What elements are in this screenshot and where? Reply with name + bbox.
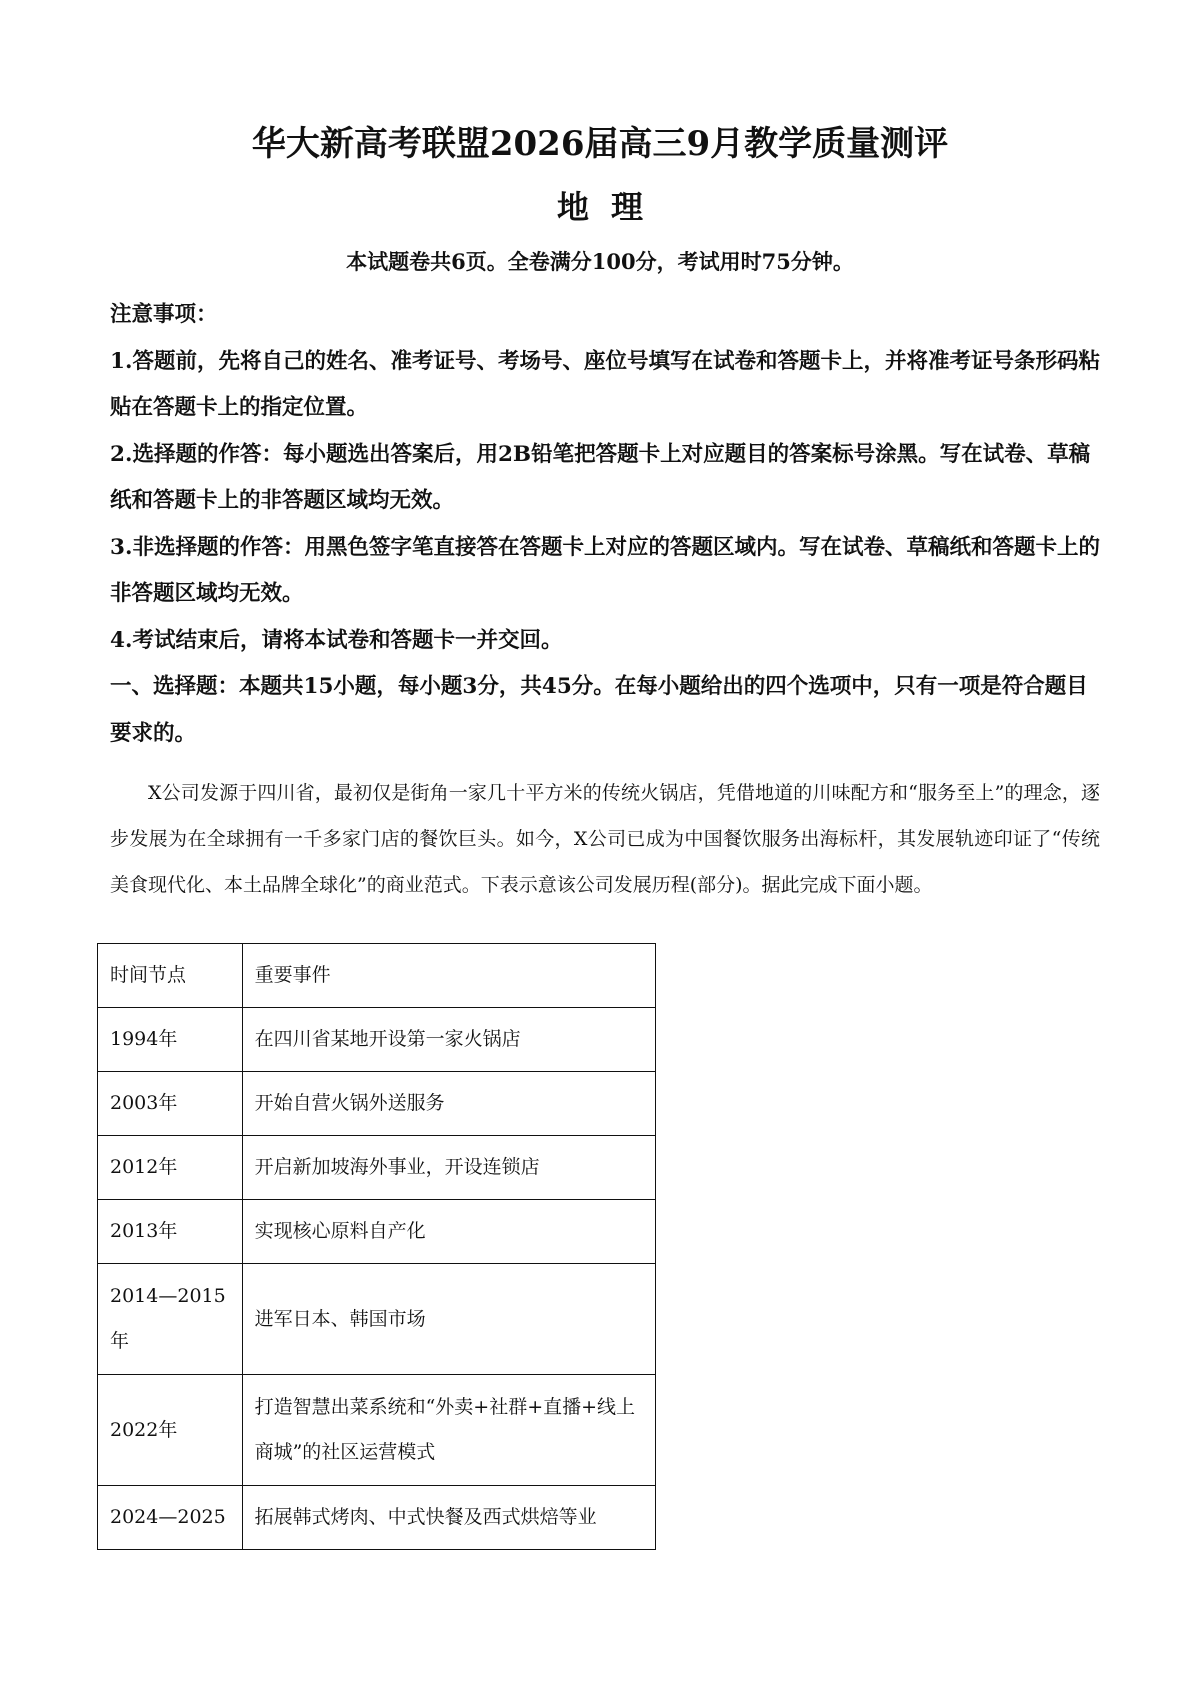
notes-heading: 注意事项： [110, 302, 218, 327]
table-cell-time: 2012年 [98, 1136, 243, 1200]
table-header-row [98, 944, 656, 1008]
table-cell-event: 开启新加坡海外事业，开设连锁店 [242, 1136, 655, 1200]
table-cell-event: 开始自营火锅外送服务 [242, 1072, 655, 1136]
table-cell-time: 1994年 [98, 1008, 243, 1072]
table-row [98, 1375, 656, 1486]
table-cell-time: 2003年 [98, 1072, 243, 1136]
table-cell-event: 在四川省某地开设第一家火锅店 [242, 1008, 655, 1072]
note-item-3: 3.非选择题的作答：用黑色签字笔直接答在答题卡上对应的答题区域内。写在试卷、草稿纸和答题卡上的非答题区域均无效。 [110, 534, 1100, 606]
table-row [98, 1008, 656, 1072]
note-item-1: 1.答题前，先将自己的姓名、准考证号、考场号、座位号填写在试卷和答题卡上，并将准考证号条形码粘贴在答题卡上的指定位置。 [110, 348, 1100, 420]
table-cell-time: 2022年 [98, 1375, 243, 1486]
table-cell-time: 2013年 [98, 1200, 243, 1264]
exam-title: 华大新高考联盟2026届高三9月教学质量测评 [251, 124, 949, 164]
table-cell-time: 2014—2015年 [98, 1264, 243, 1375]
table-row [98, 1264, 656, 1375]
table-cell-event: 拓展韩式烤肉、中式快餐及西式烘焙等业 [242, 1486, 655, 1550]
table-cell-event: 实现核心原料自产化 [242, 1200, 655, 1264]
table-cell-event: 打造智慧出菜系统和“外卖+社群+直播+线上商城”的社区运营模式 [242, 1375, 655, 1486]
table-header-time: 时间节点 [98, 944, 243, 1008]
subject-title: 地理 [556, 188, 665, 226]
note-item-2: 2.选择题的作答：每小题选出答案后，用2B铅笔把答题卡上对应题目的答案标号涂黑。写在试卷、草稿纸和答题卡上的非答题区域均无效。 [110, 441, 1091, 513]
table-cell-time: 2024—2025 [98, 1486, 243, 1550]
table-row [98, 1136, 656, 1200]
table-row [98, 1072, 656, 1136]
note-item-4: 4.考试结束后，请将本试卷和答题卡一并交回。 [110, 627, 563, 653]
material-paragraph: X公司发源于四川省，最初仅是街角一家几十平方米的传统火锅店，凭借地道的川味配方和“服务至上”的理念，逐步发展为在全球拥有一千多家门店的餐饮巨头。如今，X公司已成为中国餐饮服务出海标杆，其发展轨迹印证了“传统美食现代化、本土品牌全球化”的商业范式。下表示意该公司发展历程(部分)。据此完成下面小题。 [110, 782, 1100, 896]
exam-notes [110, 292, 1100, 757]
question-material [110, 770, 1100, 908]
section-one-heading: 一、选择题：本题共15小题，每小题3分，共45分。在每小题给出的四个选项中，只有一项是符合题目要求的。 [110, 674, 1088, 746]
table-cell-event: 进军日本、韩国市场 [242, 1264, 655, 1375]
table-row [98, 1200, 656, 1264]
table-row [98, 1486, 656, 1550]
development-timeline-table [97, 943, 656, 1550]
exam-info: 本试题卷共6页。全卷满分100分，考试用时75分钟。 [346, 249, 854, 274]
table-header-event: 重要事件 [242, 944, 655, 1008]
